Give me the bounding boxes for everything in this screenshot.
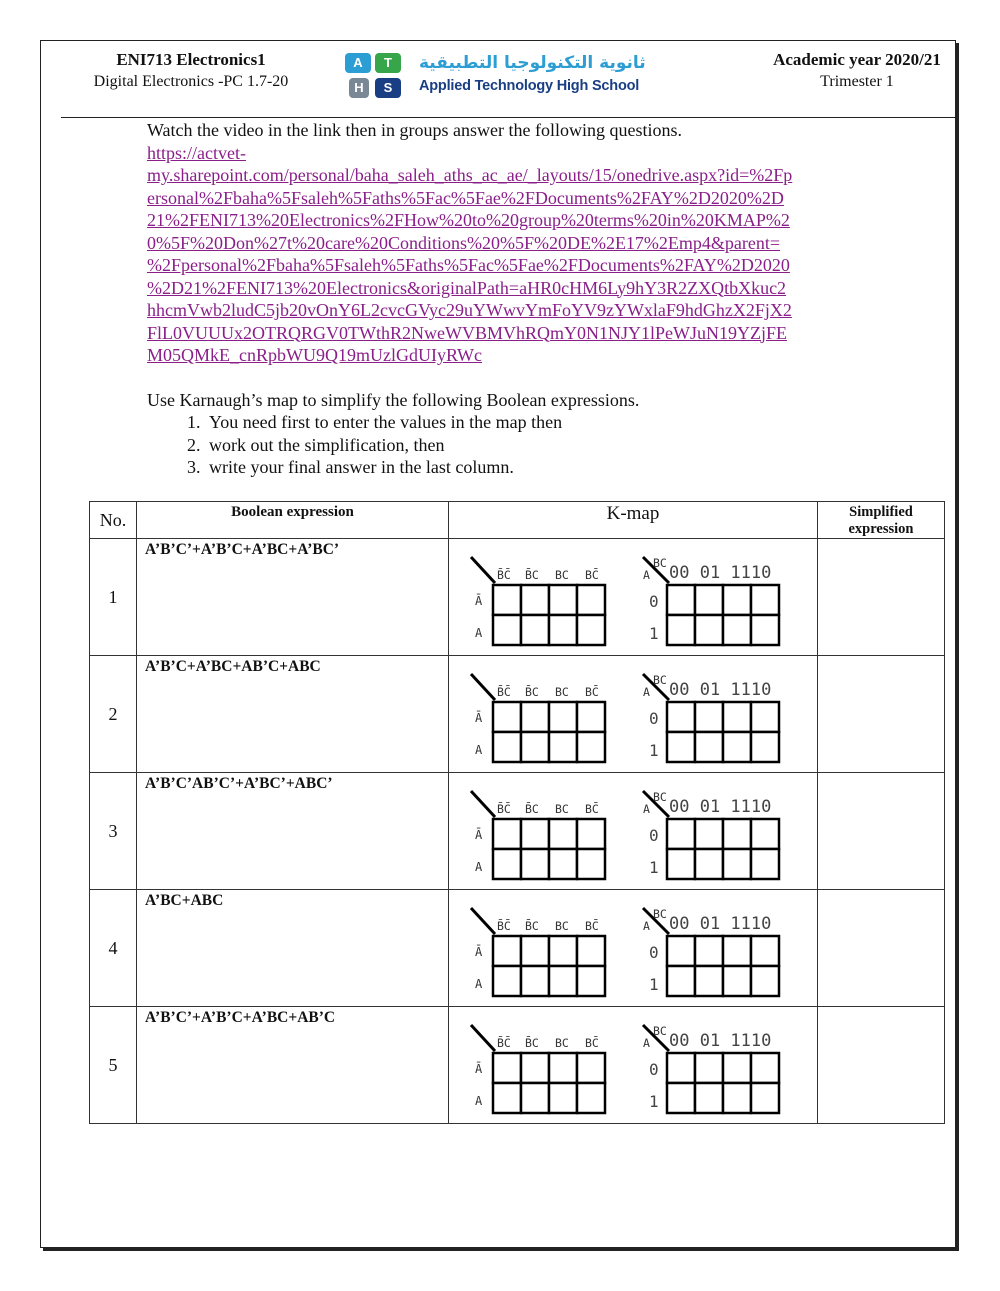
kmap-right-cell[interactable] xyxy=(723,849,751,879)
link-line: my.sharepoint.com/personal/baha_saleh_aths_ac_ae/_layouts/15/onedrive.aspx?id=%2Fp xyxy=(147,165,793,185)
kmap-right-cell[interactable] xyxy=(751,819,779,849)
kmap-column-label: B̄C xyxy=(525,802,539,816)
kmap-corner-diagonal xyxy=(471,1025,495,1051)
kmap-binary-column-labels: 00 01 1110 xyxy=(669,680,772,700)
simplified-answer-cell[interactable] xyxy=(818,890,945,1007)
kmap-right-cell[interactable] xyxy=(667,702,695,732)
kmap-row-label: Ā xyxy=(475,828,483,842)
kmap-column-label: B̄C̄ xyxy=(497,568,511,582)
kmap-binary-row-label: 1 xyxy=(649,975,659,994)
kmap-left-cell[interactable] xyxy=(549,702,577,732)
kmap-right-cell[interactable] xyxy=(667,1083,695,1113)
logo-english-name: Applied Technology High School xyxy=(419,78,640,94)
kmap-left-cell[interactable] xyxy=(521,936,549,966)
logo-tile-s: S xyxy=(375,78,401,98)
intro-text: Watch the video in the link then in groups answer the following questions. xyxy=(147,120,682,140)
kmap-right-cell[interactable] xyxy=(751,966,779,996)
kmap-left-cell[interactable] xyxy=(577,615,605,645)
kmap-right-cell[interactable] xyxy=(667,819,695,849)
kmap-column-label: B̄C xyxy=(525,919,539,933)
simplified-answer-cell[interactable] xyxy=(818,539,945,656)
kmap-corner-diagonal xyxy=(471,791,495,817)
kmap-left-cell[interactable] xyxy=(549,849,577,879)
simplified-answer-cell[interactable] xyxy=(818,656,945,773)
instruction-text: Use Karnaugh’s map to simplify the following Boolean expressions. xyxy=(147,389,640,410)
header-kmap: K-map xyxy=(449,502,818,539)
header-left xyxy=(41,49,341,93)
kmap-column-label: BC xyxy=(555,1036,569,1050)
link-line: 0%5F%20Don%27t%20care%20Conditions%20%5F%20DE%2E17%2Emp4&parent= xyxy=(147,232,781,253)
kmap-right-cell[interactable] xyxy=(751,936,779,966)
kmap-right-cell[interactable] xyxy=(695,966,723,996)
kmap-left-cell[interactable] xyxy=(521,1083,549,1113)
kmap-left-cell[interactable] xyxy=(493,702,521,732)
kmap-row-label: A xyxy=(475,743,483,757)
kmap-column-label: B̄C̄ xyxy=(497,1036,511,1050)
kmap-left-cell[interactable] xyxy=(493,585,521,615)
kmap-left-cell[interactable] xyxy=(493,732,521,762)
kmap-left-cell[interactable] xyxy=(521,819,549,849)
kmap-column-label: BC xyxy=(555,919,569,933)
kmap-left-cell[interactable] xyxy=(577,1053,605,1083)
kmap-binary-column-labels: 00 01 1110 xyxy=(669,563,772,583)
kmap-right-cell[interactable] xyxy=(723,936,751,966)
kmap-binary-column-labels: 00 01 1110 xyxy=(669,1031,772,1051)
kmap-right-cell[interactable] xyxy=(751,585,779,615)
page-frame xyxy=(40,40,956,1248)
course-subtitle: Digital Electronics -PC 1.7-20 xyxy=(93,73,289,90)
kmap-corner-label-a: A xyxy=(643,1036,650,1050)
table-row xyxy=(90,656,945,773)
kmap-cell[interactable] xyxy=(449,773,818,890)
kmap-worksheet-table xyxy=(89,501,945,1124)
kmap-binary-row-label: 0 xyxy=(649,826,659,845)
kmap-column-label: B̄C xyxy=(525,568,539,582)
step-item: 1. You need first to enter the values in the map then xyxy=(205,411,867,434)
simplified-answer-cell[interactable] xyxy=(818,1007,945,1124)
kmap-left-cell[interactable] xyxy=(577,966,605,996)
kmap-corner-diagonal xyxy=(471,557,495,583)
kmap-binary-row-label: 1 xyxy=(649,741,659,760)
header-right xyxy=(757,49,957,93)
kmap-binary-row-label: 1 xyxy=(649,1092,659,1111)
kmap-right-cell[interactable] xyxy=(723,1053,751,1083)
link-line: FlL0VUUUx2OTRQRGV0TWthR2NweWVBMVhRQmY0N1NJY1lPeWJuN19YZjFE xyxy=(147,322,787,343)
kmap-corner-label-bc: BC xyxy=(653,556,667,570)
kmap-row-label: A xyxy=(475,626,483,640)
logo-tile-a: A xyxy=(345,53,371,73)
boolean-expression: A’BC+ABC xyxy=(137,890,449,1007)
kmap-right-cell[interactable] xyxy=(723,702,751,732)
boolean-expression: A’B’C’+A’B’C+A’BC+A’BC’ xyxy=(137,539,449,656)
kmap-left-cell[interactable] xyxy=(493,1083,521,1113)
row-number: 3 xyxy=(90,773,137,890)
link-line: %2D21%2FENI713%20Electronics&originalPath=aHR0cHM6Ly9hY3R2ZXQtbXkuc2 xyxy=(147,277,787,298)
kmap-right-cell[interactable] xyxy=(695,849,723,879)
kmap-binary-row-label: 0 xyxy=(649,709,659,728)
logo-arabic-name: ثانوية التكنولوجيا التطبيقية xyxy=(419,53,646,73)
link-line: https://actvet- xyxy=(147,142,246,163)
kmap-left-cell[interactable] xyxy=(521,732,549,762)
kmap-binary-row-label: 0 xyxy=(649,592,659,611)
kmap-right-cell[interactable] xyxy=(667,732,695,762)
kmap-corner-label-bc: BC xyxy=(653,1024,667,1038)
kmap-row-label: Ā xyxy=(475,594,483,608)
kmap-binary-row-label: 0 xyxy=(649,1060,659,1079)
kmap-binary-row-label: 1 xyxy=(649,624,659,643)
kmap-right-cell[interactable] xyxy=(667,936,695,966)
table-row xyxy=(90,773,945,890)
kmap-left-cell[interactable] xyxy=(521,966,549,996)
kmap-left-cell[interactable] xyxy=(549,1053,577,1083)
kmap-binary-column-labels: 00 01 1110 xyxy=(669,914,772,934)
kmap-right-cell[interactable] xyxy=(667,849,695,879)
kmap-corner-label-a: A xyxy=(643,919,650,933)
kmap-left-cell[interactable] xyxy=(521,1053,549,1083)
kmap-left-cell[interactable] xyxy=(549,966,577,996)
kmap-right-cell[interactable] xyxy=(667,1053,695,1083)
kmap-column-label: B̄C xyxy=(525,1036,539,1050)
kmap-column-label: BC̄ xyxy=(585,1036,599,1050)
kmap-binary-column-labels: 00 01 1110 xyxy=(669,797,772,817)
kmap-left-cell[interactable] xyxy=(493,615,521,645)
kmap-column-label: BC xyxy=(555,802,569,816)
kmap-drawing xyxy=(457,898,807,1000)
header-divider xyxy=(61,117,957,118)
kmap-cell[interactable] xyxy=(449,656,818,773)
kmap-right-cell[interactable] xyxy=(723,615,751,645)
kmap-column-label: BC xyxy=(555,685,569,699)
kmap-right-cell[interactable] xyxy=(695,936,723,966)
row-number: 1 xyxy=(90,539,137,656)
simplified-answer-cell[interactable] xyxy=(818,773,945,890)
kmap-left-cell[interactable] xyxy=(577,849,605,879)
kmap-corner-diagonal xyxy=(471,674,495,700)
boolean-expression: A’B’C’+A’B’C+A’BC+AB’C xyxy=(137,1007,449,1124)
kmap-drawing xyxy=(457,547,807,649)
kmap-left-cell[interactable] xyxy=(493,1053,521,1083)
kmap-left-cell[interactable] xyxy=(577,936,605,966)
kmap-cell[interactable] xyxy=(449,890,818,1007)
kmap-drawing xyxy=(457,781,807,883)
kmap-left-cell[interactable] xyxy=(493,936,521,966)
row-number: 2 xyxy=(90,656,137,773)
table-row xyxy=(90,1007,945,1124)
kmap-right-cell[interactable] xyxy=(723,732,751,762)
kmap-left-cell[interactable] xyxy=(549,615,577,645)
header-expression: Boolean expression xyxy=(137,502,449,539)
boolean-expression: A’B’C+A’BC+AB’C+ABC xyxy=(137,656,449,773)
kmap-row-label: A xyxy=(475,977,483,991)
kmap-left-cell[interactable] xyxy=(549,819,577,849)
kmap-right-cell[interactable] xyxy=(723,1083,751,1113)
kmap-right-cell[interactable] xyxy=(695,1053,723,1083)
kmap-left-cell[interactable] xyxy=(577,702,605,732)
kmap-left-cell[interactable] xyxy=(577,585,605,615)
video-link[interactable] xyxy=(147,142,857,367)
table-row xyxy=(90,890,945,1007)
row-number: 4 xyxy=(90,890,137,1007)
kmap-left-cell[interactable] xyxy=(521,585,549,615)
logo-tile-h: H xyxy=(349,78,369,98)
kmap-left-cell[interactable] xyxy=(577,732,605,762)
header-simplified: Simplified expression xyxy=(818,502,945,539)
kmap-column-label: BC̄ xyxy=(585,568,599,582)
kmap-left-cell[interactable] xyxy=(549,732,577,762)
kmap-binary-row-label: 1 xyxy=(649,858,659,877)
step-item: 2. work out the simplification, then xyxy=(205,434,867,457)
link-line: 21%2FENI713%20Electronics%2FHow%20to%20group%20terms%20in%20KMAP%2 xyxy=(147,210,790,230)
kmap-left-cell[interactable] xyxy=(493,966,521,996)
kmap-right-cell[interactable] xyxy=(667,966,695,996)
kmap-right-cell[interactable] xyxy=(751,849,779,879)
kmap-right-cell[interactable] xyxy=(667,585,695,615)
header xyxy=(41,41,957,117)
kmap-row-label: A xyxy=(475,860,483,874)
kmap-right-cell[interactable] xyxy=(695,732,723,762)
kmap-left-cell[interactable] xyxy=(549,936,577,966)
kmap-column-label: BC̄ xyxy=(585,919,599,933)
kmap-column-label: B̄C̄ xyxy=(497,685,511,699)
kmap-row-label: Ā xyxy=(475,711,483,725)
kmap-row-label: Ā xyxy=(475,1062,483,1076)
kmap-right-cell[interactable] xyxy=(667,615,695,645)
kmap-corner-label-bc: BC xyxy=(653,673,667,687)
kmap-cell[interactable] xyxy=(449,1007,818,1124)
kmap-left-cell[interactable] xyxy=(493,849,521,879)
kmap-left-cell[interactable] xyxy=(549,1083,577,1113)
kmap-column-label: B̄C xyxy=(525,685,539,699)
kmap-right-cell[interactable] xyxy=(751,615,779,645)
kmap-right-cell[interactable] xyxy=(751,702,779,732)
logo-tile-t: T xyxy=(375,53,401,73)
header-no: No. xyxy=(90,502,137,539)
kmap-right-cell[interactable] xyxy=(751,732,779,762)
kmap-right-cell[interactable] xyxy=(751,1053,779,1083)
step-item: 3. write your final answer in the last column. xyxy=(205,456,867,479)
kmap-left-cell[interactable] xyxy=(521,702,549,732)
kmap-right-cell[interactable] xyxy=(723,585,751,615)
row-number: 5 xyxy=(90,1007,137,1124)
kmap-column-label: BC̄ xyxy=(585,685,599,699)
kmap-binary-row-label: 0 xyxy=(649,943,659,962)
kmap-left-cell[interactable] xyxy=(549,585,577,615)
kmap-right-cell[interactable] xyxy=(695,615,723,645)
academic-year: Academic year 2020/21 xyxy=(773,50,941,69)
link-line: M05QMkE_cnRpbWU9Q19mUzlGdUIyRWc xyxy=(147,345,482,365)
kmap-corner-label-a: A xyxy=(643,685,650,699)
kmap-right-cell[interactable] xyxy=(695,702,723,732)
kmap-right-cell[interactable] xyxy=(751,1083,779,1113)
steps-list xyxy=(147,411,867,479)
kmap-left-cell[interactable] xyxy=(577,1083,605,1113)
kmap-row-label: Ā xyxy=(475,945,483,959)
kmap-column-label: BC̄ xyxy=(585,802,599,816)
kmap-drawing xyxy=(457,664,807,766)
kmap-corner-label-a: A xyxy=(643,802,650,816)
table-header-row xyxy=(90,502,945,539)
kmap-corner-label-a: A xyxy=(643,568,650,582)
kmap-right-cell[interactable] xyxy=(695,819,723,849)
kmap-left-cell[interactable] xyxy=(577,819,605,849)
kmap-right-cell[interactable] xyxy=(695,1083,723,1113)
school-logo xyxy=(339,51,646,103)
link-line: %2Fpersonal%2Fbaha%5Fsaleh%5Faths%5Fac%5Fae%2FDocuments%2FAY%2D2020 xyxy=(147,255,790,275)
kmap-left-cell[interactable] xyxy=(521,849,549,879)
kmap-left-cell[interactable] xyxy=(521,615,549,645)
kmap-column-label: BC xyxy=(555,568,569,582)
kmap-drawing xyxy=(457,1015,807,1117)
kmap-right-cell[interactable] xyxy=(695,585,723,615)
kmap-cell[interactable] xyxy=(449,539,818,656)
trimester: Trimester 1 xyxy=(820,73,894,90)
kmap-corner-label-bc: BC xyxy=(653,907,667,921)
kmap-column-label: B̄C̄ xyxy=(497,802,511,816)
course-title: ENI713 Electronics1 xyxy=(116,50,266,69)
kmap-column-label: B̄C̄ xyxy=(497,919,511,933)
link-line: ersonal%2Fbaha%5Fsaleh%5Faths%5Fac%5Fae%2FDocuments%2FAY%2D2020%2D xyxy=(147,187,784,208)
kmap-row-label: A xyxy=(475,1094,483,1108)
kmap-corner-diagonal xyxy=(471,908,495,934)
table-row xyxy=(90,539,945,656)
link-line: hhcmVwb2ludC5jb20vOnY6L2cvcGVyc29uYWwvYmFoYV9zYWxlaF9hdGhzX2FjX2 xyxy=(147,300,792,320)
kmap-right-cell[interactable] xyxy=(723,819,751,849)
kmap-corner-label-bc: BC xyxy=(653,790,667,804)
kmap-right-cell[interactable] xyxy=(723,966,751,996)
kmap-left-cell[interactable] xyxy=(493,819,521,849)
instructions-section xyxy=(147,119,867,479)
boolean-expression: A’B’C’AB’C’+A’BC’+ABC’ xyxy=(137,773,449,890)
